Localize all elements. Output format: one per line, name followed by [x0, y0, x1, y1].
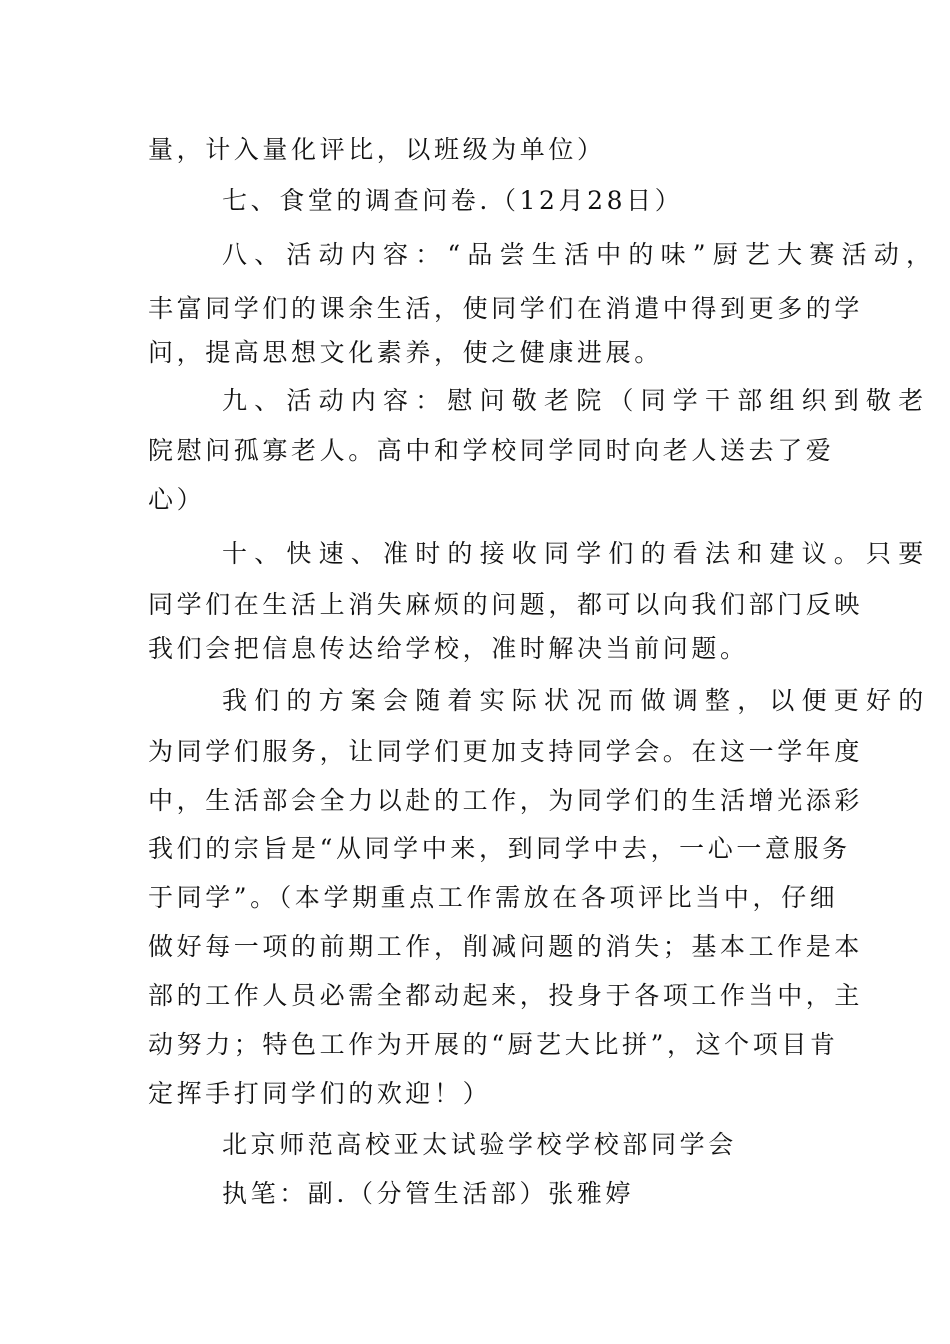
body-line: 院慰问孤寡老人。高中和学校同学同时向老人送去了爱	[148, 436, 835, 465]
body-line: 为同学们服务，让同学们更加支持同学会。在这一学年度	[148, 737, 864, 766]
closing-paragraph-start: 我们的方案会随着实际状况而做调整，以便更好的	[222, 686, 931, 715]
body-line: 同学们在生活上消失麻烦的问题，都可以向我们部门反映	[148, 590, 864, 619]
section-heading-9: 九、活动内容：慰问敬老院（同学干部组织到敬老	[222, 386, 931, 415]
section-heading-10: 十、快速、准时的接收同学们的看法和建议。只要	[222, 539, 931, 568]
body-line: 问，提高思想文化素养，使之健康进展。	[148, 338, 663, 367]
signature-organization: 北京师范高校亚太试验学校学校部同学会	[222, 1130, 737, 1159]
body-line: 动努力；特色工作为开展的“厨艺大比拼”，这个项目肯	[148, 1030, 839, 1059]
body-line: 中，生活部会全力以赴的工作，为同学们的生活增光添彩	[148, 786, 864, 815]
section-heading-7: 七、食堂的调查问卷.（12月28日）	[222, 186, 684, 215]
signature-author: 执笔：副.（分管生活部）张雅婷	[222, 1179, 634, 1208]
section-heading-8: 八、活动内容：“品尝生活中的味”厨艺大赛活动，	[222, 240, 939, 269]
body-line: 丰富同学们的课余生活，使同学们在消遣中得到更多的学	[148, 294, 864, 323]
body-line: 做好每一项的前期工作，削减问题的消失；基本工作是本	[148, 932, 864, 961]
body-line: 我们的宗旨是“从同学中来，到同学中去，一心一意服务	[148, 834, 851, 863]
body-line: 心）	[148, 485, 206, 514]
body-line: 定挥手打同学们的欢迎！）	[148, 1079, 492, 1108]
body-line: 量，计入量化评比，以班级为单位）	[148, 135, 606, 164]
body-line: 部的工作人员必需全都动起来，投身于各项工作当中，主	[148, 981, 864, 1010]
body-line: 我们会把信息传达给学校，准时解决当前问题。	[148, 634, 749, 663]
body-line: 于同学”。（本学期重点工作需放在各项评比当中，仔细	[148, 883, 839, 912]
